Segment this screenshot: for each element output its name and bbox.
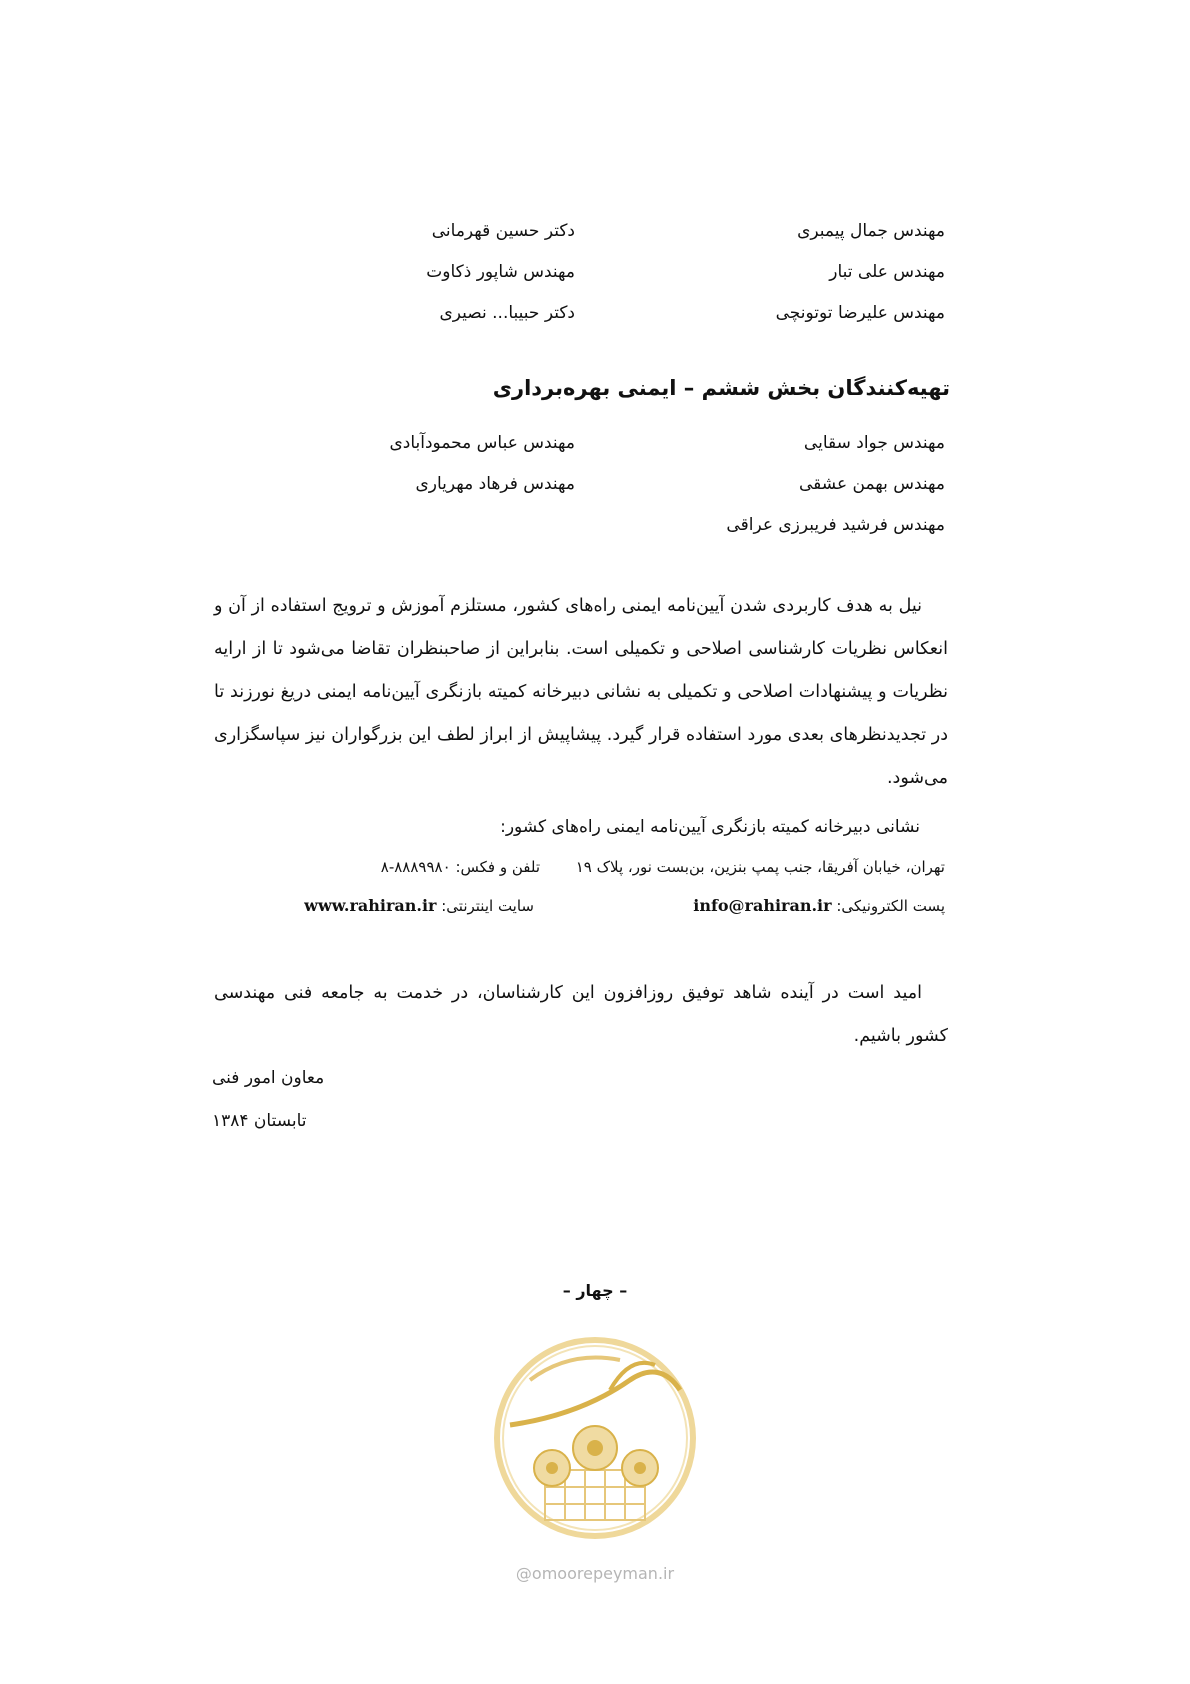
contributor-name: دکتر حسین قهرمانی	[431, 221, 575, 241]
website-address: www.rahiran.ir	[304, 896, 437, 915]
contributor-name: مهندس فرهاد مهریاری	[415, 474, 575, 494]
contributor-row	[275, 505, 945, 546]
address-title: نشانی دبیرخانه کمیته بازنگری آیین‌نامه ایمنی راه‌های کشور:	[500, 817, 920, 837]
contributor-name	[275, 505, 575, 546]
contributor-row	[275, 211, 945, 252]
contributor-row	[275, 293, 945, 334]
signature-title: معاون امور فنی	[212, 1068, 325, 1088]
email-line	[693, 896, 945, 915]
contributor-name: مهندس شاپور ذکاوت	[426, 262, 575, 282]
phone-label: تلفن و فکس:	[455, 858, 540, 876]
watermark-emblem-icon	[490, 1320, 700, 1550]
contributor-name: مهندس جمال پیمبری	[797, 221, 945, 241]
contributor-name: مهندس جواد سقایی	[803, 433, 945, 453]
contributor-name: مهندس عباس محمودآبادی	[389, 433, 575, 453]
signature-date: تابستان ۱۳۸۴	[212, 1111, 307, 1131]
request-paragraph: نیل به هدف کاربردی شدن آیین‌نامه ایمنی راه‌های کشور، مستلزم آموزش و ترویج استفاده از آن و انعکاس نظریات کارشناسی اصلاحی و تکمیلی است. بنابراین از صاحبنظران تقاضا می‌شود تا از ارایه نظریات و پیشنهادات اصلاحی و تکمیلی به نشانی دبیرخانه کمیته بازنگری آیین‌نامه ایمنی دریغ نورزند تا در تجدیدنظرهای بعدی مورد استفاده قرار گیرد. پیشاپیش از ابراز لطف این بزرگواران نیز سپاسگزاری می‌شود.	[214, 596, 948, 788]
phone-fax	[381, 858, 540, 876]
watermark-logo	[490, 1320, 700, 1550]
contributors-list-1	[275, 211, 945, 334]
watermark-url: @omoorepeyman.ir	[515, 1564, 675, 1583]
contributor-name: مهندس فرشید فریبرزی عراقی	[726, 515, 945, 535]
email-address: info@rahiran.ir	[693, 896, 832, 915]
website-line	[304, 896, 534, 915]
phone-number: ۸۸۸۹۹۸۰-۸	[380, 858, 451, 876]
contributor-name: مهندس علیرضا توتونچی	[775, 303, 945, 323]
contributor-name: دکتر حبیبا... نصیری	[439, 303, 575, 323]
contributor-row	[275, 252, 945, 293]
section-heading: تهیه‌کنندگان بخش ششم – ایمنی بهره‌برداری	[492, 376, 950, 400]
page-number: – چهار –	[562, 1281, 628, 1300]
contributor-row	[275, 423, 945, 464]
contributor-name: مهندس بهمن عشقی	[799, 474, 945, 494]
address-street: تهران، خیابان آفریقا، جنب پمپ بنزین، بن‌بست نور، پلاک ۱۹	[575, 858, 945, 876]
website-label: سایت اینترنتی:	[441, 897, 534, 915]
closing-paragraph: امید است در آینده شاهد توفیق روزافزون این کارشناسان، در خدمت به جامعه فنی مهندسی کشور باشیم.	[214, 983, 948, 1046]
contributors-list-2	[275, 423, 945, 546]
contributor-row	[275, 464, 945, 505]
contributor-name: مهندس علی تبار	[829, 262, 945, 282]
email-label: پست الکترونیکی:	[836, 897, 945, 915]
